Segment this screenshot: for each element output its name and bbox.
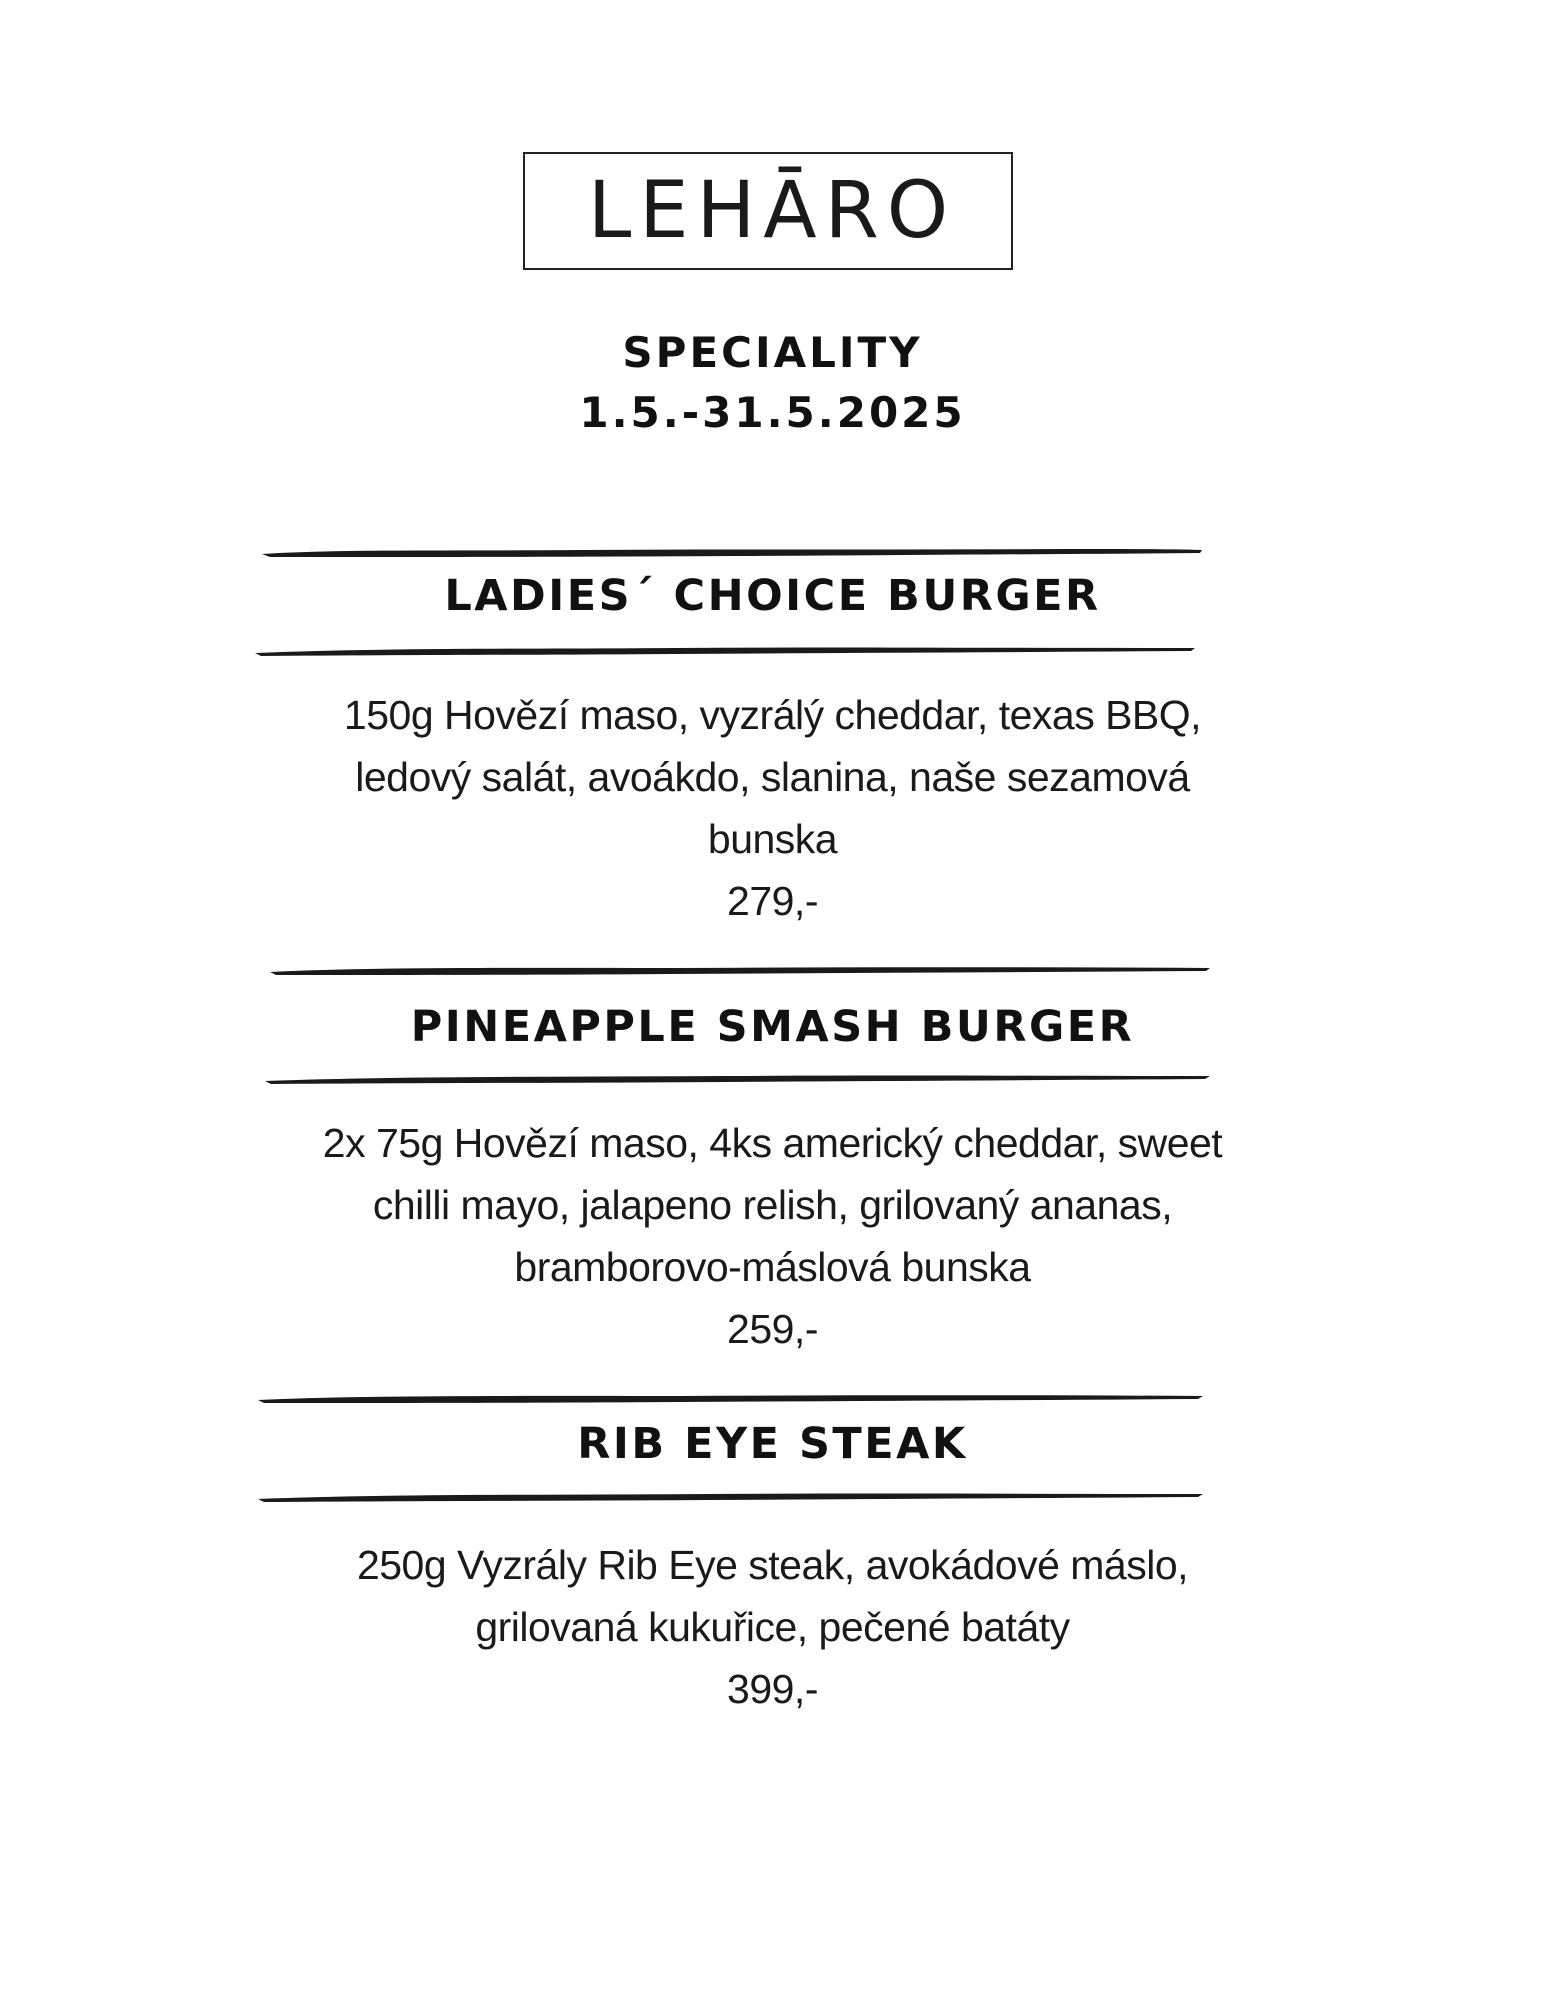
description-line: bramborovo-máslová bunska — [514, 1244, 1031, 1290]
description-line: bunska — [707, 816, 838, 862]
item-name-pineapple-smash-burger: PINEAPPLE SMASH BURGER — [410, 1002, 1135, 1052]
logo — [523, 152, 1013, 270]
item-name-rib-eye-steak: RIB EYE STEAK — [577, 1419, 968, 1469]
logo-text: LEHĀRO — [587, 166, 957, 256]
item-description-pineapple-smash-burger — [0, 1112, 1545, 1360]
divider-top-1 — [262, 546, 1202, 560]
item-description-rib-eye-steak — [0, 1534, 1545, 1720]
date-range: 1.5.-31.5.2025 — [579, 388, 966, 437]
item-description-ladies-choice-burger — [0, 684, 1545, 932]
description-line: chilli mayo, jalapeno relish, grilovaný ananas, — [372, 1182, 1173, 1228]
description-line: 250g Vyzrály Rib Eye steak, avokádové máslo, — [356, 1542, 1189, 1588]
item-price: 279,- — [727, 878, 818, 924]
description-line: 2x 75g Hovězí maso, 4ks americký cheddar, sweet — [322, 1120, 1223, 1166]
divider-bottom-2 — [265, 1072, 1210, 1086]
divider-bottom-1 — [255, 644, 1195, 658]
description-line: 150g Hovězí maso, vyzrálý cheddar, texas BBQ, — [343, 692, 1202, 738]
description-line: grilovaná kukuřice, pečené batáty — [475, 1604, 1070, 1650]
item-price: 259,- — [727, 1306, 818, 1352]
divider-bottom-3 — [258, 1490, 1203, 1504]
page-title: SPECIALITY — [622, 328, 923, 377]
item-price: 399,- — [727, 1666, 818, 1712]
divider-top-3 — [258, 1392, 1203, 1406]
item-name-ladies-choice-burger: LADIES´ CHOICE BURGER — [444, 571, 1101, 621]
description-line: ledový salát, avoákdo, slanina, naše sezamová — [355, 754, 1190, 800]
divider-top-2 — [270, 964, 1210, 978]
